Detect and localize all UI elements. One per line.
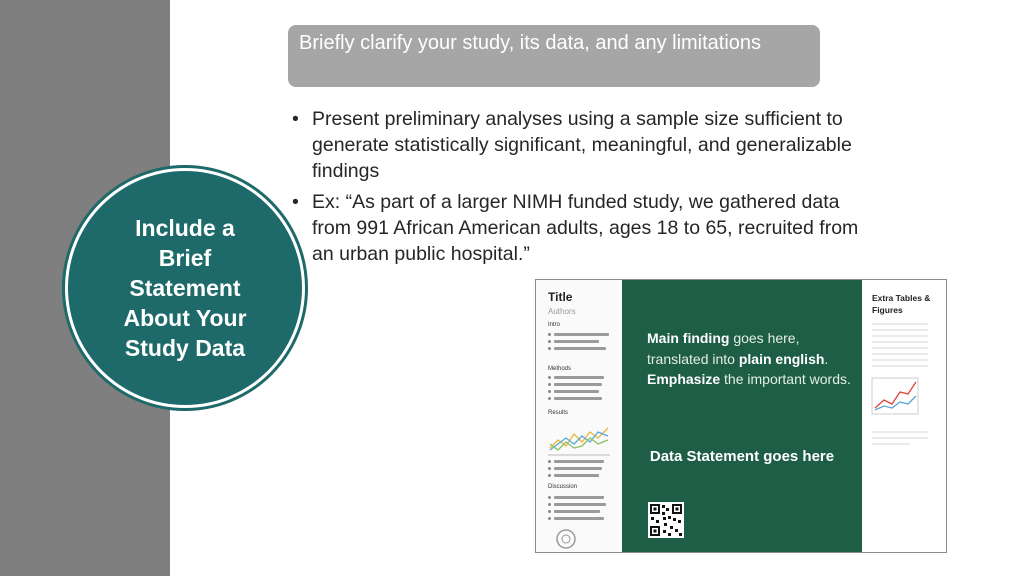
extra-tables-heading: Extra Tables & Figures	[872, 293, 931, 315]
bullet-dot	[548, 397, 551, 400]
qr-code-icon	[648, 502, 684, 538]
bullet-icon: •	[292, 191, 299, 213]
text-line	[554, 333, 609, 336]
text-line	[554, 376, 604, 379]
text-line	[554, 517, 604, 520]
bullet-item	[292, 189, 862, 267]
data-statement-label: Data Statement goes here	[649, 448, 835, 465]
text-line	[554, 383, 602, 386]
poster-center-panel	[622, 280, 862, 552]
bullet-dot	[548, 333, 551, 336]
poster-right-column	[862, 280, 946, 552]
text-line	[554, 460, 604, 463]
text-line	[554, 503, 606, 506]
bullet-dot	[548, 474, 551, 477]
bullet-dot	[548, 496, 551, 499]
bullet-dot	[548, 340, 551, 343]
poster-authors: Authors	[548, 307, 576, 316]
circle-label: Include a Brief Statement About Your Study Data	[123, 215, 247, 361]
bullet-dot	[548, 517, 551, 520]
seal-logo-icon	[554, 528, 578, 550]
bullet-dot	[548, 383, 551, 386]
bullet-dot	[548, 510, 551, 513]
bullet-dot	[548, 376, 551, 379]
bullet-text: Present preliminary analyses using a sample size sufficient to generate statistically significant, meaningful, and generalizable findings	[312, 108, 852, 182]
poster-left-column	[536, 280, 622, 552]
poster-title: Title	[548, 290, 573, 304]
mini-line-chart-icon	[548, 420, 610, 456]
text-line	[554, 510, 600, 513]
poster-section-methods: Methods	[548, 366, 572, 372]
text-line	[554, 496, 604, 499]
bullet-icon: •	[292, 108, 299, 130]
bullet-dot	[548, 390, 551, 393]
text-line	[554, 397, 602, 400]
text-line	[554, 467, 602, 470]
text-line	[554, 474, 599, 477]
heading-banner	[288, 25, 820, 87]
poster-section-intro: Intro	[548, 322, 561, 328]
poster-section-discussion: Discussion	[548, 484, 578, 490]
text-line	[554, 347, 606, 350]
text-line	[554, 340, 599, 343]
circle-badge	[68, 171, 302, 405]
mini-figures-icon	[870, 320, 930, 470]
text-line	[554, 390, 599, 393]
bullet-text: Ex: “As part of a larger NIMH funded study, we gathered data from 991 African American adults, ages 18 to 65, recruited from an urban public hospital.”	[312, 191, 859, 265]
bullet-dot	[548, 467, 551, 470]
bullet-dot	[548, 460, 551, 463]
bullet-dot	[548, 503, 551, 506]
banner-text: Briefly clarify your study, its data, and any limitations	[299, 32, 762, 54]
main-finding-text: Main finding goes here, translated into plain english. Emphasize the important words.	[647, 330, 851, 387]
poster-section-results: Results	[548, 410, 569, 416]
bullet-list	[292, 106, 862, 272]
bullet-dot	[548, 347, 551, 350]
poster-preview	[535, 279, 947, 553]
bullet-item	[292, 106, 862, 184]
